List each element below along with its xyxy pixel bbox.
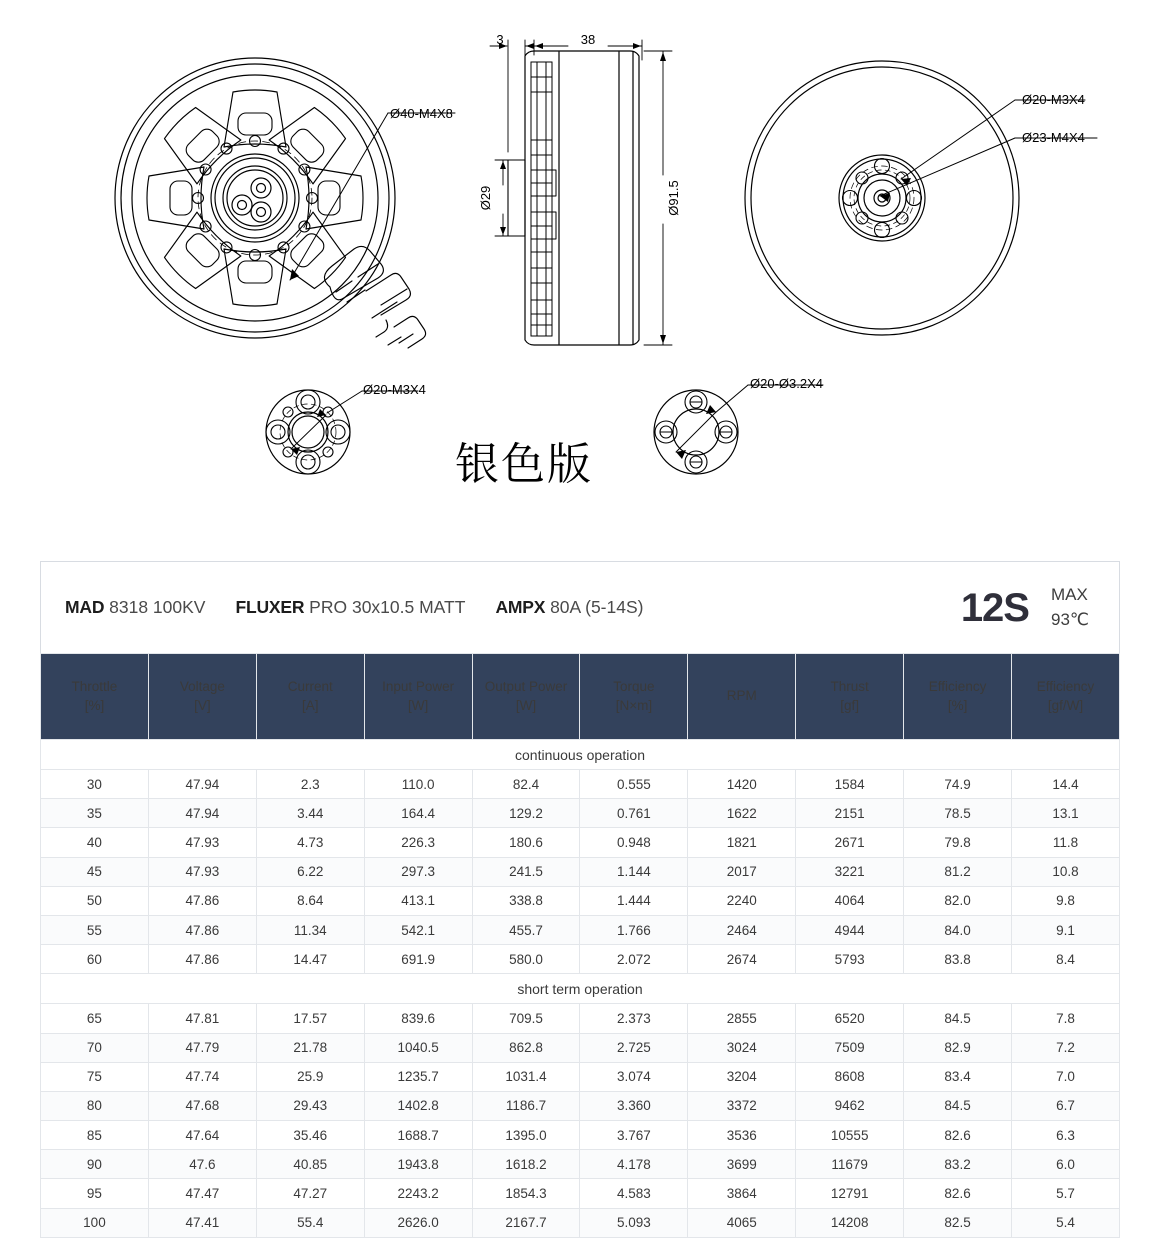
cell-rpm: 3372 [688,1091,796,1120]
cell-current: 47.27 [256,1179,364,1208]
cell-throttle: 70 [41,1033,149,1062]
cell-voltage: 47.64 [148,1121,256,1150]
model-brand-propeller: FLUXER [235,597,305,617]
cell-input-power: 2243.2 [364,1179,472,1208]
cell-input-power: 226.3 [364,828,472,857]
model-item-propeller [235,597,465,618]
table-row [41,915,1120,944]
label-leader-top-thread-2 [880,138,1097,202]
cell-rpm: 2464 [688,915,796,944]
cell-torque: 3.074 [580,1062,688,1091]
column-header-unit: [A] [301,697,319,713]
bottom-view-drawing [115,58,426,348]
cell-current: 4.73 [256,828,364,857]
cell-thrust: 3221 [796,857,904,886]
max-temp-block [1051,583,1089,632]
dimension-label-dia915: Ø91.5 [666,180,681,216]
cell-output-power: 338.8 [472,886,580,915]
cell-throttle: 45 [41,857,149,886]
model-brand-esc: AMPX [495,597,546,617]
cell-efficiency: 83.8 [904,945,1012,974]
cell-current: 35.46 [256,1121,364,1150]
label-bottom-view-thread: Ø40-M4X8 [390,106,453,121]
cell-rpm: 2240 [688,886,796,915]
cell-thrust: 2151 [796,799,904,828]
cell-current: 55.4 [256,1208,364,1237]
cell-thrust: 12791 [796,1179,904,1208]
cell-voltage: 47.79 [148,1033,256,1062]
column-header-3 [364,654,472,740]
cell-thrust: 10555 [796,1121,904,1150]
cell-output-power: 862.8 [472,1033,580,1062]
cell-voltage: 47.93 [148,828,256,857]
label-top-view-thread-2: Ø23-M4X4 [1022,130,1085,145]
cell-torque: 5.093 [580,1208,688,1237]
cell-input-power: 2626.0 [364,1208,472,1237]
cell-efficiency: 82.0 [904,886,1012,915]
cell-throttle: 100 [41,1208,149,1237]
model-line [65,597,961,618]
cell-input-power: 297.3 [364,857,472,886]
cell-input-power: 1402.8 [364,1091,472,1120]
cell-torque: 0.948 [580,828,688,857]
cell-efficiency: 6.0 [1012,1150,1120,1179]
column-header-1 [148,654,256,740]
cell-current: 11.34 [256,915,364,944]
column-header-2 [256,654,364,740]
cell-output-power: 180.6 [472,828,580,857]
cell-thrust: 4944 [796,915,904,944]
dimension-3 [490,40,543,152]
cell-rpm: 1420 [688,770,796,799]
cell-voltage: 47.68 [148,1091,256,1120]
technical-drawing-area [0,0,1160,540]
cell-output-power: 2167.7 [472,1208,580,1237]
cell-throttle: 55 [41,915,149,944]
cell-output-power: 1618.2 [472,1150,580,1179]
cell-rpm: 3024 [688,1033,796,1062]
dimension-dia29 [495,160,523,236]
table-head [41,654,1120,740]
section-label: short term operation [41,974,1120,1004]
column-header-name: Voltage [179,679,225,695]
cell-throttle: 30 [41,770,149,799]
cell-input-power: 413.1 [364,886,472,915]
cell-efficiency: 74.9 [904,770,1012,799]
cell-efficiency: 78.5 [904,799,1012,828]
cell-output-power: 709.5 [472,1004,580,1033]
cell-efficiency: 13.1 [1012,799,1120,828]
cell-voltage: 47.86 [148,945,256,974]
column-header-unit: [gf/W] [1047,697,1084,713]
cell-thrust: 9462 [796,1091,904,1120]
column-header-name: Current [287,679,333,695]
table-row [41,799,1120,828]
table-row [41,1179,1120,1208]
column-header-7 [796,654,904,740]
label-top-view-thread-1: Ø20-M3X4 [1022,92,1085,107]
cell-throttle: 50 [41,886,149,915]
table-row [41,1121,1120,1150]
cell-efficiency: 9.1 [1012,915,1120,944]
cell-current: 17.57 [256,1004,364,1033]
column-header-unit: [V] [194,697,211,713]
column-header-name: Thrust [830,679,869,695]
cell-efficiency: 81.2 [904,857,1012,886]
cell-rpm: 1622 [688,799,796,828]
column-header-8 [904,654,1012,740]
cell-efficiency: 83.2 [904,1150,1012,1179]
top-view-drawing [745,61,1019,335]
cell-voltage: 47.86 [148,886,256,915]
cell-efficiency: 82.9 [904,1033,1012,1062]
cell-thrust: 7509 [796,1033,904,1062]
cell-output-power: 1031.4 [472,1062,580,1091]
cell-input-power: 164.4 [364,799,472,828]
cell-rpm: 3536 [688,1121,796,1150]
cell-voltage: 47.86 [148,915,256,944]
cell-output-power: 1186.7 [472,1091,580,1120]
silver-version-caption: 银色版 [455,439,593,490]
cell-efficiency: 11.8 [1012,828,1120,857]
header-right [961,583,1095,632]
cell-efficiency: 8.4 [1012,945,1120,974]
cell-current: 6.22 [256,857,364,886]
cell-rpm: 3864 [688,1179,796,1208]
column-header-name: Torque [613,679,655,695]
table-row [41,857,1120,886]
column-header-name: Efficiency [928,679,987,695]
cell-torque: 1.444 [580,886,688,915]
cell-input-power: 1235.7 [364,1062,472,1091]
cell-torque: 1.144 [580,857,688,886]
column-header-unit: [W] [407,697,429,713]
table-row [41,1004,1120,1033]
column-header-name: Input Power [382,679,455,695]
cell-rpm: 3204 [688,1062,796,1091]
max-temp-value: 93℃ [1050,609,1089,629]
table-row [41,770,1120,799]
cell-torque: 3.360 [580,1091,688,1120]
table-row [41,828,1120,857]
table-row [41,1091,1120,1120]
cell-efficiency: 82.5 [904,1208,1012,1237]
model-detail-propeller: PRO 30x10.5 MATT [309,597,466,617]
model-item-esc [495,597,643,618]
label-detail-right-thread: Ø20-Ø3.2X4 [750,376,823,391]
dimension-label-38: 38 [580,32,596,47]
table-row [41,1208,1120,1237]
cell-voltage: 47.81 [148,1004,256,1033]
cell-input-power: 110.0 [364,770,472,799]
cell-current: 21.78 [256,1033,364,1062]
cell-torque: 4.178 [580,1150,688,1179]
cell-voltage: 47.6 [148,1150,256,1179]
cell-thrust: 8608 [796,1062,904,1091]
cell-throttle: 35 [41,799,149,828]
table-row [41,945,1120,974]
cell-voltage: 47.94 [148,770,256,799]
column-header-unit: [%] [84,697,105,713]
section-label: continuous operation [41,740,1120,770]
cell-torque: 2.373 [580,1004,688,1033]
cell-efficiency: 79.8 [904,828,1012,857]
cell-rpm: 3699 [688,1150,796,1179]
dimension-label-dia29: Ø29 [478,185,493,211]
max-label: MAX [1050,584,1088,604]
cell-thrust: 1584 [796,770,904,799]
cell-voltage: 47.74 [148,1062,256,1091]
cell-throttle: 95 [41,1179,149,1208]
cell-efficiency: 7.2 [1012,1033,1120,1062]
cell-output-power: 82.4 [472,770,580,799]
cell-efficiency: 6.7 [1012,1091,1120,1120]
performance-spec-card [40,561,1120,1238]
cell-current: 40.85 [256,1150,364,1179]
model-brand-motor: MAD [65,597,105,617]
table-header-row [41,654,1120,740]
column-header-unit: [N×m] [615,697,653,713]
cell-efficiency: 14.4 [1012,770,1120,799]
cell-input-power: 1040.5 [364,1033,472,1062]
cell-efficiency: 82.6 [904,1179,1012,1208]
cell-rpm: 2017 [688,857,796,886]
performance-table [40,653,1120,1238]
cell-throttle: 40 [41,828,149,857]
cell-torque: 1.766 [580,915,688,944]
cell-throttle: 75 [41,1062,149,1091]
table-row [41,886,1120,915]
side-view-drawing [508,51,639,345]
cell-output-power: 241.5 [472,857,580,886]
cell-voltage: 47.94 [148,799,256,828]
detail-view-left-drawing [266,390,350,474]
cell-input-power: 1688.7 [364,1121,472,1150]
table-body [41,740,1120,1238]
cell-thrust: 2671 [796,828,904,857]
cell-efficiency: 10.8 [1012,857,1120,886]
cell-efficiency: 6.3 [1012,1121,1120,1150]
model-item-motor [65,597,205,618]
cell-rpm: 2674 [688,945,796,974]
column-header-5 [580,654,688,740]
cell-throttle: 85 [41,1121,149,1150]
cell-efficiency: 84.0 [904,915,1012,944]
cell-output-power: 1854.3 [472,1179,580,1208]
cell-thrust: 6520 [796,1004,904,1033]
cell-rpm: 1821 [688,828,796,857]
cell-torque: 2.072 [580,945,688,974]
cell-torque: 0.555 [580,770,688,799]
column-header-name: RPM [726,688,757,704]
cell-current: 25.9 [256,1062,364,1091]
column-header-unit: [gf] [840,697,860,713]
cell-torque: 2.725 [580,1033,688,1062]
cell-efficiency: 5.7 [1012,1179,1120,1208]
cell-input-power: 1943.8 [364,1150,472,1179]
cell-thrust: 5793 [796,945,904,974]
cell-input-power: 542.1 [364,915,472,944]
cell-input-power: 691.9 [364,945,472,974]
spec-header [40,561,1120,653]
cell-output-power: 129.2 [472,799,580,828]
cell-current: 29.43 [256,1091,364,1120]
cell-efficiency: 5.4 [1012,1208,1120,1237]
cell-output-power: 580.0 [472,945,580,974]
cell-throttle: 60 [41,945,149,974]
cell-current: 8.64 [256,886,364,915]
cell-throttle: 80 [41,1091,149,1120]
cell-voltage: 47.41 [148,1208,256,1237]
model-detail-motor: 8318 100KV [109,597,206,617]
cell-efficiency: 83.4 [904,1062,1012,1091]
cell-current: 14.47 [256,945,364,974]
table-row [41,1062,1120,1091]
cell-efficiency: 84.5 [904,1004,1012,1033]
cell-thrust: 14208 [796,1208,904,1237]
column-header-0 [41,654,149,740]
column-header-name: Throttle [71,679,118,695]
cell-efficiency: 82.6 [904,1121,1012,1150]
column-header-9 [1012,654,1120,740]
cell-efficiency: 84.5 [904,1091,1012,1120]
cell-throttle: 65 [41,1004,149,1033]
column-header-4 [472,654,580,740]
cell-efficiency: 7.0 [1012,1062,1120,1091]
cell-thrust: 11679 [796,1150,904,1179]
cell-torque: 0.761 [580,799,688,828]
cell-current: 3.44 [256,799,364,828]
battery-cells-badge: 12S [960,585,1029,630]
section-divider-row [41,740,1120,770]
cell-voltage: 47.93 [148,857,256,886]
column-header-name: Output Power [484,679,568,695]
table-row [41,1150,1120,1179]
column-header-6 [688,654,796,740]
column-header-unit: [W] [515,697,537,713]
cell-rpm: 2855 [688,1004,796,1033]
cell-throttle: 90 [41,1150,149,1179]
cell-rpm: 4065 [688,1208,796,1237]
cell-output-power: 455.7 [472,915,580,944]
cell-efficiency: 7.8 [1012,1004,1120,1033]
column-header-unit: [%] [947,697,968,713]
table-row [41,1033,1120,1062]
cell-input-power: 839.6 [364,1004,472,1033]
model-detail-esc: 80A (5-14S) [550,597,644,617]
dimension-label-3: 3 [496,32,504,47]
cell-current: 2.3 [256,770,364,799]
cell-torque: 3.767 [580,1121,688,1150]
cell-efficiency: 9.8 [1012,886,1120,915]
detail-view-right-drawing [654,390,738,474]
cell-voltage: 47.47 [148,1179,256,1208]
cell-torque: 4.583 [580,1179,688,1208]
section-divider-row [41,974,1120,1004]
column-header-name: Efficiency [1036,679,1095,695]
cell-output-power: 1395.0 [472,1121,580,1150]
label-detail-left-thread: Ø20-M3X4 [363,382,426,397]
cell-thrust: 4064 [796,886,904,915]
